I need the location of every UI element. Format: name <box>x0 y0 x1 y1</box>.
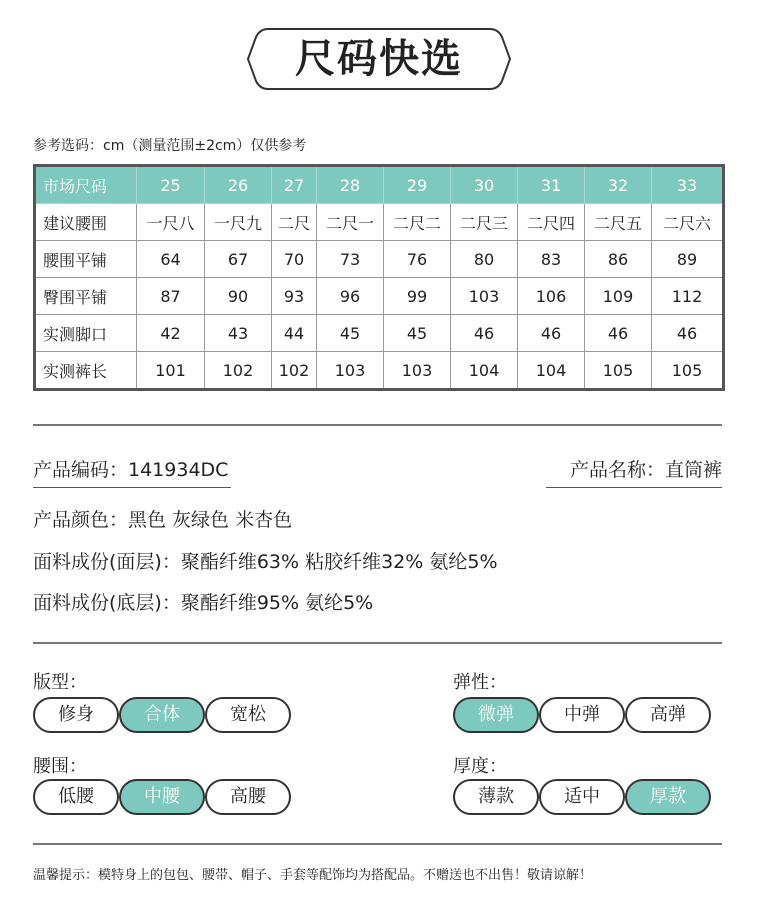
table-cell: 83 <box>518 241 585 278</box>
header-cell: 市场尺码 <box>35 166 137 204</box>
table-cell: 44 <box>272 315 317 352</box>
table-row <box>35 241 724 278</box>
thickness-option-thick[interactable]: 厚款 <box>625 779 711 815</box>
table-cell: 86 <box>585 241 652 278</box>
table-cell: 46 <box>585 315 652 352</box>
table-cell: 42 <box>137 315 205 352</box>
table-cell: 67 <box>205 241 272 278</box>
table-cell: 103 <box>384 352 451 390</box>
thickness-option-medium[interactable]: 适中 <box>539 779 625 815</box>
fit-option-regular[interactable]: 合体 <box>119 697 205 733</box>
divider <box>33 642 722 644</box>
table-cell: 96 <box>317 278 384 315</box>
table-cell: 70 <box>272 241 317 278</box>
waist-option-low[interactable]: 低腰 <box>33 779 119 815</box>
table-cell: 二尺四 <box>518 204 585 241</box>
table-cell: 64 <box>137 241 205 278</box>
table-cell: 一尺九 <box>205 204 272 241</box>
header-cell: 30 <box>451 166 518 204</box>
elasticity-option-slight[interactable]: 微弹 <box>453 697 539 733</box>
header-cell: 29 <box>384 166 451 204</box>
thickness-option-thin[interactable]: 薄款 <box>453 779 539 815</box>
header-cell: 31 <box>518 166 585 204</box>
warm-tip: 温馨提示：模特身上的包包、腰带、帽子、手套等配饰均为搭配品。不赠送也不出售！敬请谅解！ <box>33 868 593 883</box>
header-cell: 28 <box>317 166 384 204</box>
table-cell: 二尺三 <box>451 204 518 241</box>
header-cell: 25 <box>137 166 205 204</box>
table-cell: 实测裤长 <box>35 352 137 390</box>
header-cell: 27 <box>272 166 317 204</box>
table-cell: 实测脚口 <box>35 315 137 352</box>
table-cell: 76 <box>384 241 451 278</box>
table-cell: 105 <box>585 352 652 390</box>
table-cell: 105 <box>652 352 724 390</box>
table-cell: 103 <box>451 278 518 315</box>
table-cell: 80 <box>451 241 518 278</box>
table-cell: 101 <box>137 352 205 390</box>
table-row <box>35 352 724 390</box>
table-cell: 二尺 <box>272 204 317 241</box>
fabric-outer: 面料成份(面层)：聚酯纤维63% 粘胶纤维32% 氨纶5% <box>33 551 498 573</box>
page-title: 尺码快选 <box>295 36 463 82</box>
table-cell: 93 <box>272 278 317 315</box>
table-header-row <box>35 166 724 204</box>
product-name-underline <box>546 487 722 488</box>
title-banner <box>246 27 512 91</box>
table-cell: 89 <box>652 241 724 278</box>
table-cell: 二尺二 <box>384 204 451 241</box>
table-cell: 106 <box>518 278 585 315</box>
product-code: 产品编码：141934DC <box>33 459 229 481</box>
table-cell: 109 <box>585 278 652 315</box>
table-row <box>35 204 724 241</box>
reference-note: 参考选码：cm（测量范围±2cm）仅供参考 <box>33 138 307 154</box>
elasticity-option-high[interactable]: 高弹 <box>625 697 711 733</box>
table-cell: 46 <box>451 315 518 352</box>
fit-option-loose[interactable]: 宽松 <box>205 697 291 733</box>
table-cell: 45 <box>317 315 384 352</box>
table-cell: 73 <box>317 241 384 278</box>
fabric-lining: 面料成份(底层)：聚酯纤维95% 氨纶5% <box>33 592 374 614</box>
waist-option-mid[interactable]: 中腰 <box>119 779 205 815</box>
waist-option-high[interactable]: 高腰 <box>205 779 291 815</box>
table-row <box>35 278 724 315</box>
table-cell: 腰围平铺 <box>35 241 137 278</box>
product-code-underline <box>33 487 231 488</box>
size-table <box>33 164 725 391</box>
thickness-label: 厚度： <box>453 756 507 777</box>
table-cell: 臀围平铺 <box>35 278 137 315</box>
elasticity-label: 弹性： <box>453 672 507 693</box>
product-colors: 产品颜色：黑色 灰绿色 米杏色 <box>33 509 293 531</box>
header-cell: 32 <box>585 166 652 204</box>
divider <box>33 424 722 426</box>
table-cell: 46 <box>652 315 724 352</box>
elasticity-option-medium[interactable]: 中弹 <box>539 697 625 733</box>
table-cell: 90 <box>205 278 272 315</box>
table-cell: 二尺五 <box>585 204 652 241</box>
product-name: 产品名称：直筒裤 <box>569 459 722 481</box>
table-cell: 建议腰围 <box>35 204 137 241</box>
table-cell: 102 <box>272 352 317 390</box>
header-cell: 33 <box>652 166 724 204</box>
table-cell: 二尺一 <box>317 204 384 241</box>
table-cell: 104 <box>451 352 518 390</box>
table-cell: 103 <box>317 352 384 390</box>
table-cell: 102 <box>205 352 272 390</box>
table-cell: 46 <box>518 315 585 352</box>
table-cell: 二尺六 <box>652 204 724 241</box>
waist-label: 腰围： <box>33 756 87 777</box>
table-cell: 43 <box>205 315 272 352</box>
table-cell: 87 <box>137 278 205 315</box>
table-cell: 45 <box>384 315 451 352</box>
table-cell: 104 <box>518 352 585 390</box>
table-cell: 99 <box>384 278 451 315</box>
table-row <box>35 315 724 352</box>
divider <box>33 843 722 845</box>
fit-option-slim[interactable]: 修身 <box>33 697 119 733</box>
table-cell: 112 <box>652 278 724 315</box>
header-cell: 26 <box>205 166 272 204</box>
fit-label: 版型： <box>33 672 87 693</box>
table-cell: 一尺八 <box>137 204 205 241</box>
